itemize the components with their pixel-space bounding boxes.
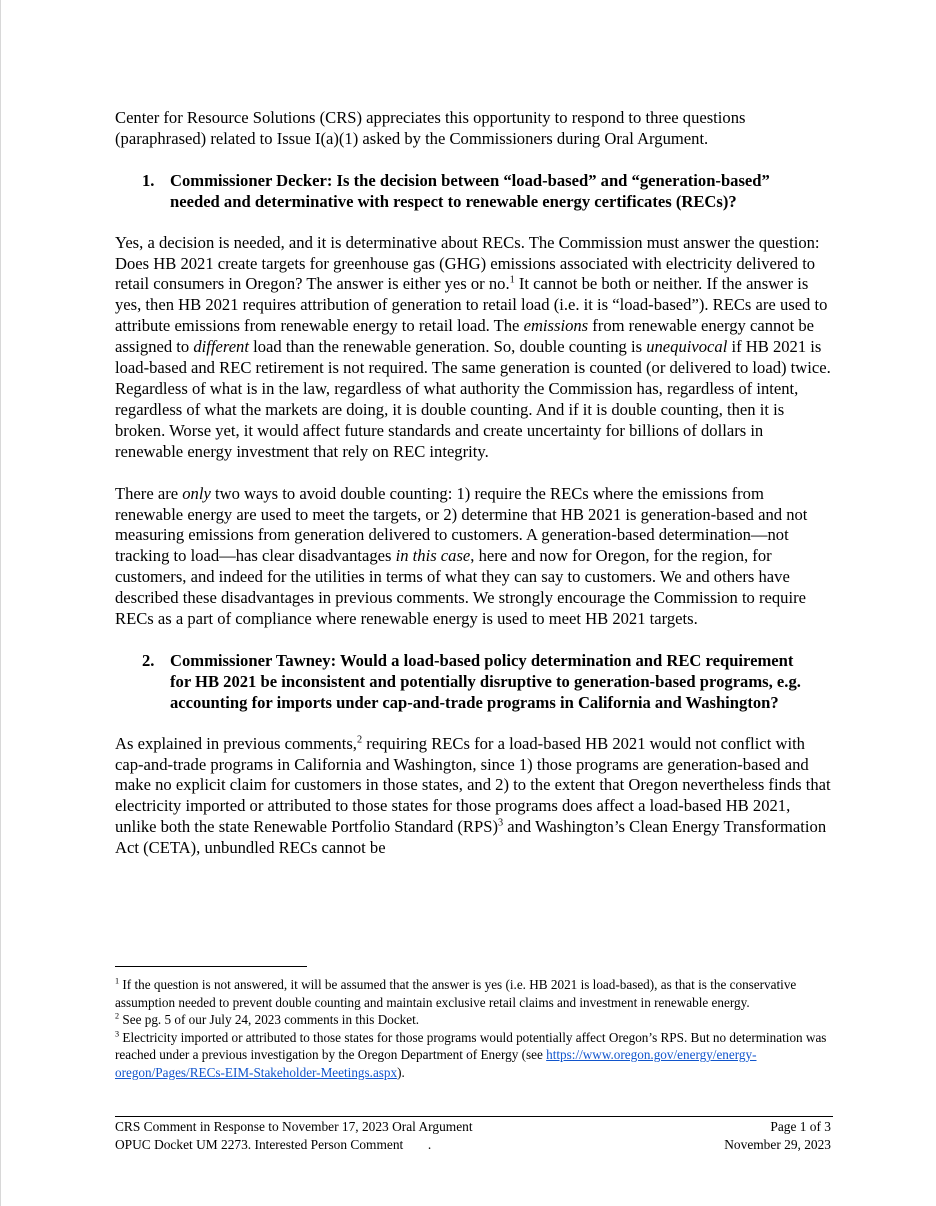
footer-dot: . (427, 1137, 432, 1152)
question-2-number: 2. (142, 650, 155, 670)
footer-date: November 29, 2023 (724, 1137, 831, 1152)
footnote-3: $^3$ Electricity imported or attributed to those states for those programs would potentially affect Oregon’s RPS. But no determination was reached under a previous investigation by the Oregon Department of Energy (see https://www.oregon.gov/energy/energy-oregon/Pages/RECs-EIM-Stakeholder-Meetings.aspx). (115, 1029, 827, 1080)
footnote-separator (115, 966, 307, 967)
footnote-ref-2[interactable]: 2 (356, 734, 363, 746)
footer-separator (115, 1116, 833, 1117)
footnote-2: $^2$ See pg. 5 of our July 24, 2023 comments in this Docket. (115, 1011, 420, 1027)
document-body (115, 108, 833, 859)
footnote-ref-1[interactable]: 1 (509, 274, 515, 286)
question-2 (115, 651, 833, 714)
answer-1-paragraph-2: There are only two ways to avoid double counting: 1) require the RECs where the emissions from renewable energy are used to meet the targets, or 2) determine that HB 2021 is generation-based and not measuring emissions from generation delivered to customers. A generation-based determination—not tracking to load—has clear disadvantages in this case, here and now for Oregon, for the region, for customers, and indeed for the utilities in terms of what they can say to customers. We and others have described these disadvantages in previous comments. We strongly encourage the Commission to require RECs as a part of compliance where renewable energy is used to meet HB 2021 targets. (115, 483, 808, 629)
page-footer (115, 1118, 831, 1154)
footer-title: CRS Comment in Response to November 17, 2023 Oral Argument (115, 1119, 473, 1134)
footnote-ref-3[interactable]: 3 (497, 817, 504, 829)
oregon-energy-link[interactable]: https://www.oregon.gov/energy/energy-oregon/Pages/RECs-EIM-Stakeholder-Meetings.aspx (115, 1047, 757, 1080)
page-number: Page 1 of 3 (770, 1119, 831, 1134)
footnote-1: $^1$ If the question is not answered, it will be assumed that the answer is yes (i.e. HB 2021 is load-based), as that is the conservative assumption needed to prevent double counting and maintain exclusive retail claims and investment in renewable energy. (115, 976, 797, 1010)
footnotes (115, 976, 833, 1081)
answer-2-paragraph: As explained in previous comments,$^2$ requiring RECs for a load-based HB 2021 would not conflict with cap-and-trade programs in California and Washington, since 1) those programs are generation-based and make no explicit claim for customers in those states, and 2) to the extent that Oregon nevertheless finds that electricity imported or attributed to those states for those programs does affect a load-based HB 2021, unlike both the state Renewable Portfolio Standard (RPS)$^3$ and Washington’s Clean Energy Transformation Act (CETA), unbundled RECs cannot be (115, 733, 831, 858)
question-2-text: Commissioner Tawney: Would a load-based policy determination and REC requirement for HB 2021 be inconsistent and potentially disruptive to generation-based programs, e.g. accounting for imports under cap-and-trade programs in California and Washington? (170, 650, 801, 712)
question-1-text: Commissioner Decker: Is the decision between “load-based” and “generation-based” needed and determinative with respect to renewable energy certificates (RECs)? (170, 170, 770, 211)
answer-1-paragraph: Yes, a decision is needed, and it is determinative about RECs. The Commission must answer the question: Does HB 2021 create targets for greenhouse gas (GHG) emissions associated with electricity delivered to retail consumers in Oregon? The answer is either yes or no.$^1$ It cannot be both or neither. If the answer is yes, then HB 2021 requires attribution of generation to retail load (i.e. it is “load-based”). RECs are used to attribute emissions from renewable energy to retail load. The emissions from renewable energy cannot be assigned to different load than the renewable generation. So, double counting is unequivocal if HB 2021 is load-based and REC retirement is not required. The same generation is counted (or delivered to load) twice. Regardless of what is in the law, regardless of what authority the Commission has, regardless of intent, regardless of what the markets are doing, it is double counting. And if it is double counting, then it is broken. Worse yet, it would affect future standards and create uncertainty for billions of dollars in renewable energy investment that rely on REC integrity. (115, 232, 831, 461)
question-1-number: 1. (142, 170, 155, 190)
question-1 (115, 171, 833, 213)
intro-paragraph: Center for Resource Solutions (CRS) appreciates this opportunity to respond to three questions (paraphrased) related to Issue I(a)(1) asked by the Commissioners during Oral Argument. (115, 108, 746, 148)
footer-docket: OPUC Docket UM 2273. Interested Person Comment (115, 1137, 404, 1152)
